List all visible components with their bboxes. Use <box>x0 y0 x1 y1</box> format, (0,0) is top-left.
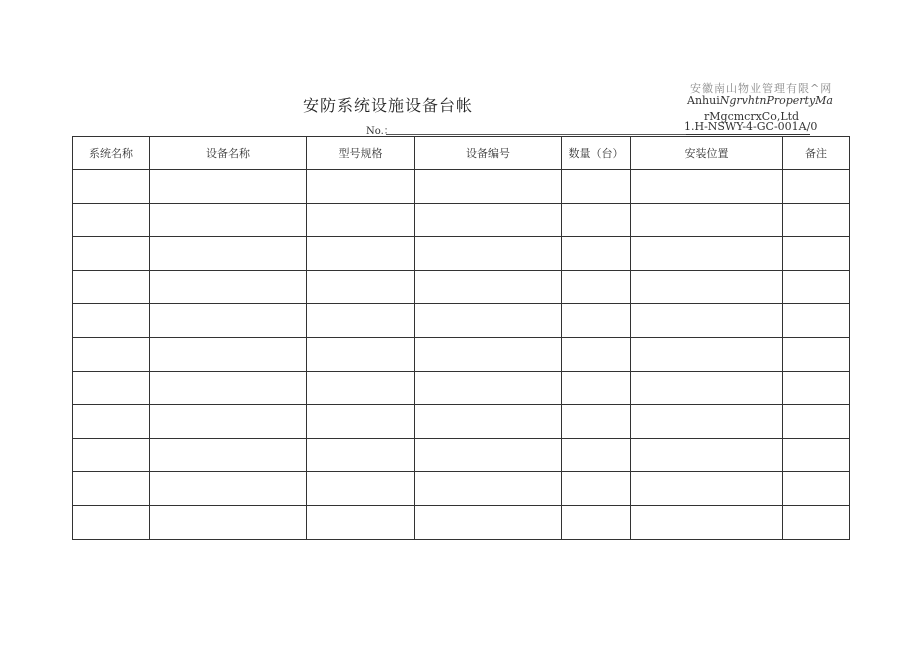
column-header-device-number: 设备编号 <box>415 137 562 170</box>
table-cell[interactable] <box>307 170 415 204</box>
table-cell[interactable] <box>150 203 307 237</box>
table-cell[interactable] <box>150 270 307 304</box>
table-cell[interactable] <box>307 438 415 472</box>
table-cell[interactable] <box>307 203 415 237</box>
table-cell[interactable] <box>631 337 783 371</box>
table-cell[interactable] <box>307 505 415 539</box>
table-cell[interactable] <box>150 337 307 371</box>
table-cell[interactable] <box>562 170 631 204</box>
page-title: 安防系统设施设备台帐 <box>303 96 474 115</box>
company-name-en-part2: NgrvhtnPropertyMa <box>719 94 833 107</box>
column-header-device-name: 设备名称 <box>150 137 307 170</box>
table-cell[interactable] <box>73 472 150 506</box>
table-row <box>73 371 850 405</box>
table-cell[interactable] <box>415 304 562 338</box>
table-cell[interactable] <box>150 405 307 439</box>
table-cell[interactable] <box>783 170 850 204</box>
table-cell[interactable] <box>307 371 415 405</box>
table-cell[interactable] <box>631 405 783 439</box>
table-cell[interactable] <box>783 505 850 539</box>
ledger-table <box>72 136 850 540</box>
table-cell[interactable] <box>631 438 783 472</box>
table-row <box>73 337 850 371</box>
table-cell[interactable] <box>415 270 562 304</box>
table-row <box>73 405 850 439</box>
table-cell[interactable] <box>415 203 562 237</box>
table-header-row <box>73 137 850 170</box>
table-cell[interactable] <box>562 438 631 472</box>
table-cell[interactable] <box>631 237 783 271</box>
table-cell[interactable] <box>415 438 562 472</box>
table-cell[interactable] <box>73 337 150 371</box>
table-cell[interactable] <box>73 371 150 405</box>
table-row <box>73 304 850 338</box>
table-cell[interactable] <box>307 237 415 271</box>
table-row <box>73 237 850 271</box>
table-cell[interactable] <box>631 270 783 304</box>
table-cell[interactable] <box>73 203 150 237</box>
number-underline <box>386 134 686 135</box>
table-cell[interactable] <box>307 270 415 304</box>
table-cell[interactable] <box>415 170 562 204</box>
table-row <box>73 472 850 506</box>
table-cell[interactable] <box>73 505 150 539</box>
column-header-remarks: 备注 <box>783 137 850 170</box>
table-cell[interactable] <box>562 337 631 371</box>
table-row <box>73 270 850 304</box>
company-name-cn: 安徽南山物业管理有限^网 <box>690 82 833 95</box>
company-name-en-part1: Anhui <box>687 94 720 107</box>
table-cell[interactable] <box>562 304 631 338</box>
table-cell[interactable] <box>150 371 307 405</box>
number-label: No.： <box>366 126 394 137</box>
company-name-en-line2: rMgcmcrxCo,Ltd <box>704 110 800 123</box>
table-body <box>73 170 850 540</box>
table-row <box>73 203 850 237</box>
table-cell[interactable] <box>631 472 783 506</box>
table-row <box>73 505 850 539</box>
table-cell[interactable] <box>307 472 415 506</box>
table-cell[interactable] <box>415 337 562 371</box>
table-cell[interactable] <box>562 405 631 439</box>
table-row <box>73 438 850 472</box>
table-cell[interactable] <box>783 371 850 405</box>
table-cell[interactable] <box>562 505 631 539</box>
table-cell[interactable] <box>631 170 783 204</box>
column-header-system-name: 系统名称 <box>73 137 150 170</box>
table-cell[interactable] <box>73 304 150 338</box>
table-cell[interactable] <box>631 203 783 237</box>
table-cell[interactable] <box>150 304 307 338</box>
table-cell[interactable] <box>783 337 850 371</box>
company-name-en-line1 <box>687 94 833 107</box>
table-cell[interactable] <box>73 270 150 304</box>
table-cell[interactable] <box>415 405 562 439</box>
table-cell[interactable] <box>307 405 415 439</box>
table-cell[interactable] <box>562 237 631 271</box>
table-cell[interactable] <box>73 237 150 271</box>
table-cell[interactable] <box>631 505 783 539</box>
table-cell[interactable] <box>783 203 850 237</box>
table-cell[interactable] <box>631 304 783 338</box>
table-cell[interactable] <box>73 438 150 472</box>
column-header-quantity: 数量（台） <box>562 137 631 170</box>
table-cell[interactable] <box>562 371 631 405</box>
table-cell[interactable] <box>73 170 150 204</box>
table-cell[interactable] <box>562 270 631 304</box>
table-cell[interactable] <box>307 337 415 371</box>
table-cell[interactable] <box>631 371 783 405</box>
table-cell[interactable] <box>150 438 307 472</box>
table-cell[interactable] <box>73 405 150 439</box>
table-cell[interactable] <box>150 237 307 271</box>
table-cell[interactable] <box>150 505 307 539</box>
table-cell[interactable] <box>415 505 562 539</box>
table-cell[interactable] <box>783 237 850 271</box>
table-cell[interactable] <box>307 304 415 338</box>
table-cell[interactable] <box>415 237 562 271</box>
table-cell[interactable] <box>783 270 850 304</box>
table-cell[interactable] <box>783 304 850 338</box>
table-cell[interactable] <box>150 472 307 506</box>
table-cell[interactable] <box>150 170 307 204</box>
table-cell[interactable] <box>783 438 850 472</box>
table-cell[interactable] <box>783 405 850 439</box>
column-header-model-spec: 型号规格 <box>307 137 415 170</box>
table-cell[interactable] <box>415 472 562 506</box>
table-cell[interactable] <box>562 472 631 506</box>
column-header-install-location: 安装位置 <box>631 137 783 170</box>
table-cell[interactable] <box>415 371 562 405</box>
document-code: 1.H-NSWY-4-GC-001A/0 <box>684 120 818 133</box>
table-row <box>73 170 850 204</box>
table-cell[interactable] <box>783 472 850 506</box>
table-cell[interactable] <box>562 203 631 237</box>
